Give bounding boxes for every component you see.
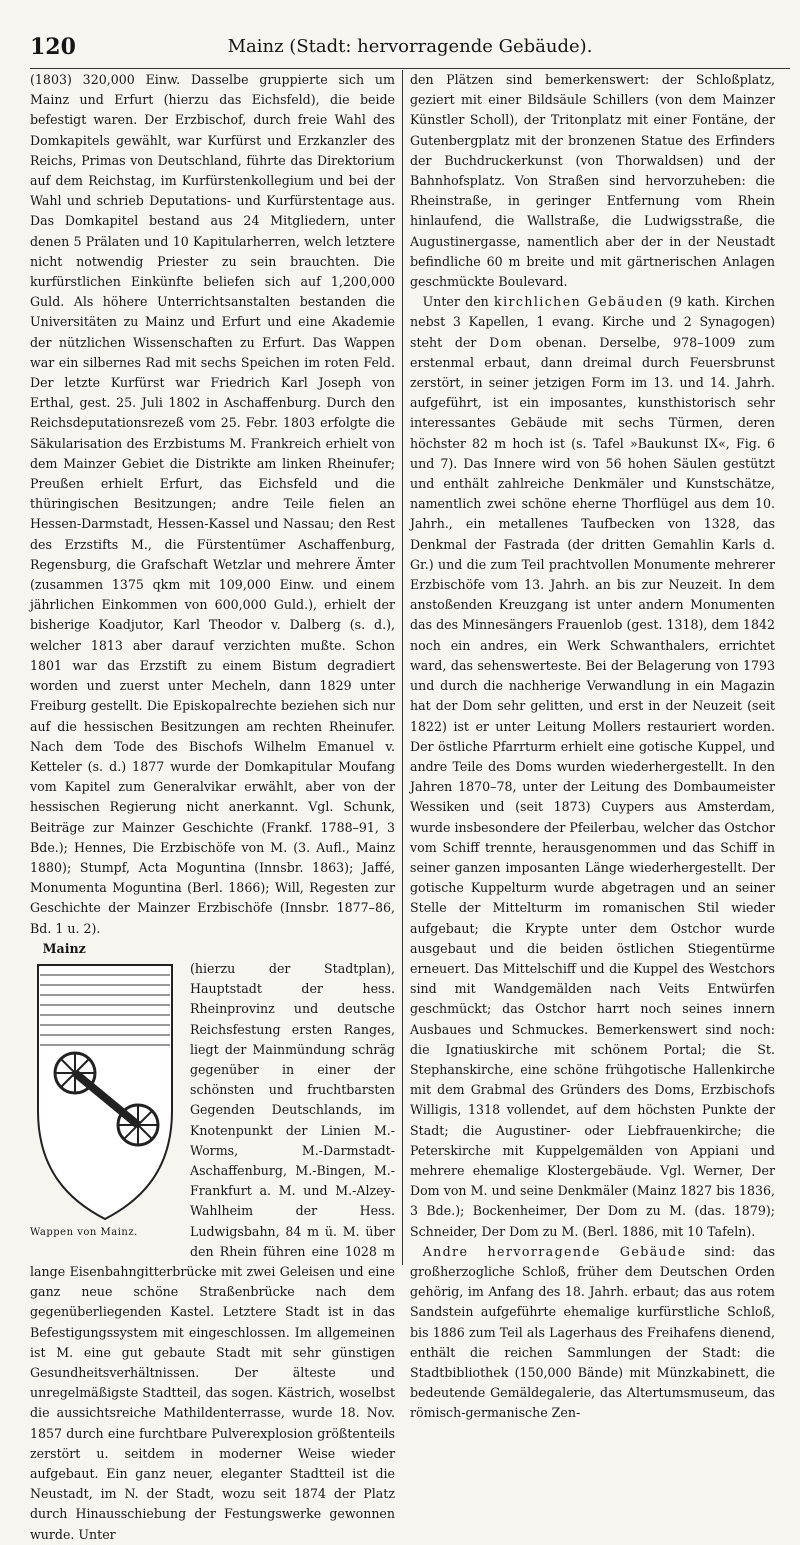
mainz-wheel-shield-icon	[30, 961, 180, 1223]
lemma-mainz: Mainz	[42, 940, 86, 956]
article-squares-streets: den Plätzen sind bemerkenswert: der Schloßplatz, geziert mit einer Bildsäule Schillers (von dem Mainzer Künstler Scholl), der Tritonplatz mit einer Fontäne, der Gutenbergplatz mit der bronzenen Statue des Erfinders der Buchdruckerkunst (von Thorwaldsen) und der Bahnhofsplatz. Von Straßen sind hervorzuheben: die Rheinstraße, in geringer Entfernung vom Rhein hinlaufend, die Wallstraße, die Ludwigsstraße, die Augustinergasse, namentlich aber der in der Neustadt befindliche 60 m breite und mit gärtnerischen Anlagen geschmückte Boulevard.	[410, 72, 775, 290]
article-other-buildings	[410, 1242, 775, 1424]
other-buildings-text: sind: das großherzogliche Schloß, früher dem Deutschen Orden gehörig, im Anfang des 18. Jahrh. erbaut; das aus rotem Sandstein aufgeführte ehemalige kurfürstliche Schloß, bis 1886 zum Teil als Lagerhaus des Freihafens dienend, enthält die reichen Sammlungen der Stadt: die Stadtbibliothek (150,000 Bände) mit Münzkabinett, die bedeutende Gemäldegalerie, das Altertumsmuseum, das römisch-germanische Zen-	[410, 1243, 775, 1421]
column-divider	[402, 70, 403, 1265]
coat-of-arms-figure	[30, 961, 180, 1245]
churches-mid: (9 kath. Kirchen nebst 3 Kapellen, 1 evang. Kirche und 2 Synagogen) steht der	[410, 294, 776, 350]
churches-intro: Unter den	[422, 294, 495, 310]
dom-heading: Dom	[489, 334, 524, 350]
churches-heading: kirchlichen Gebäuden	[494, 294, 664, 310]
running-title: Mainz (Stadt: hervorragende Gebäude).	[227, 36, 593, 57]
page-header	[30, 28, 790, 69]
left-column	[30, 70, 395, 1542]
article-text-archbishopric: (1803) 320,000 Einw. Dasselbe gruppierte sich um Mainz und Erfurt (hierzu das Eichsfeld), die beide befestigt waren. Der Erzbischof, durch freie Wahl des Domkapitels gewählt, war Kurfürst und Erzkanzler des Reichs, Primas von Deutschland, führte das Direktorium auf dem Reichstag, im Kurfürstenkollegium und bei der Wahl und schrieb Deputations- und Kurfürstentage aus. Das Domkapitel bestand aus 24 Mitgliedern, unter denen 5 Prälaten und 10 Kapitularherren, welch letztere nicht notwendig Priester zu sein brauchten. Die kurfürstlichen Einkünfte beliefen sich auf 1,200,000 Guld. Als höhere Unterrichtsanstalten bestanden die Universitäten zu Mainz und Erfurt und eine Akademie der nützlichen Wissenschaften zu Erfurt. Das Wappen war ein silbernes Rad mit sechs Speichen im roten Feld. Der letzte Kurfürst war Friedrich Karl Joseph von Erthal, gest. 25. Juli 1802 in Aschaffenburg. Durch den Reichsdeputationsrezeß vom 25. Febr. 1803 erfolgte die Säkularisation des Erzbistums M. Frankreich erhielt von dem Mainzer Gebiet die Distrikte am linken Rheinufer; Preußen erhielt Erfurt, das Eichsfeld und die thüringischen Besitzungen; andre Teile fielen an Hessen-Darmstadt, Hessen-Kassel und Nassau; den Rest des Erzstifts M., die Fürstentümer Aschaffenburg, Regensburg, die Grafschaft Wetzlar und mehrere Ämter (zusammen 1375 qkm mit 109,000 Einw. und einem jährlichen Einkommen von 600,000 Guld.), erhielt der bisherige Koadjutor, Karl Theodor v. Dalberg (s. d.), welcher 1813 aber darauf verzichten mußte. Schon 1801 war das Erzstift zu einem Bistum degradiert worden und zuerst unter Mecheln, dann 1829 unter Freiburg gestellt. Die Episkopalrechte beziehen sich nur auf die hessischen Besitzungen am rechten Rheinufer. Nach dem Tode des Bischofs Wilhelm Emanuel v. Ketteler (s. d.) 1877 wurde der Domkapitular Moufang vom Kapitel zum Generalvikar erwählt, aber von der hessischen Regierung nicht anerkannt. Vgl. Schunk, Beiträge zur Mainzer Geschichte (Frankf. 1788–91, 3 Bde.); Hennes, Die Erzbischöfe von M. (3. Aufl., Mainz 1880); Stumpf, Acta Moguntina (Innsbr. 1863); Jaffé, Monumenta Moguntina (Berl. 1866); Will, Regesten zur Geschichte der Mainzer Erzbischöfe (Innsbr. 1877–86, Bd. 1 u. 2).	[30, 72, 395, 936]
article-mainz-city	[30, 939, 395, 959]
figure-caption: Wappen von Mainz.	[30, 1226, 138, 1238]
article-churches	[410, 292, 775, 1242]
other-buildings-heading: Andre hervorragende Gebäude	[422, 1243, 687, 1259]
right-column	[410, 70, 776, 1421]
page-number: 120	[30, 34, 76, 60]
dom-text: obenan. Derselbe, 978–1009 zum erstenmal erbaut, dann dreimal durch Feuersbrunst zerstört, in seiner jetzigen Form im 13. und 14. Jahrh. aufgeführt, ist ein imposantes, kunsthistorisch sehr interessantes Gebäude mit sechs Türmen, deren höchster 82 m hoch ist (s. Tafel »Baukunst IX«, Fig. 6 und 7). Das Innere wird von 56 hohen Säulen gestützt und enthält zahlreiche Denkmäler und Kunstschätze, namentlich zwei schöne eherne Thorflügel aus dem 10. Jahrh., ein metallenes Taufbecken von 1328, das Denkmal der Fastrada (der dritten Gemahlin Karls d. Gr.) und die zum Teil prachtvollen Monumente mehrerer Erzbischöfe vom 13. Jahrh. an bis zur Neuzeit. In dem anstoßenden Kreuzgang ist unter andern Monumenten das des Minnesängers Frauenlob (gest. 1318), dem 1842 noch ein andres, ein Werk Schwanthalers, errichtet ward, das sehenswerteste. Bei der Belagerung von 1793 und durch die nachherige Verwandlung in ein Magazin hat der Dom sehr gelitten, und erst in der Neuzeit (seit 1822) ist er unter Leitung Mollers restauriert worden. Der östliche Pfarrturm erhielt eine gotische Kuppel, und andre Teile des Doms wurden wiederhergestellt. In den Jahren 1870–78, unter der Leitung des Dombaumeister Wessiken und (seit 1873) Cuypers aus Amsterdam, wurde insbesondere der Pfeilerbau, welcher das Ostchor vom Schiff trennte, herausgenommen und das Schiff in seiner ganzen imposanten Länge wiederhergestellt. Der gotische Kuppelturm wurde abgetragen und an seiner Stelle der Mittelturm im romanischen Stil wieder aufgebaut; die Krypte unter dem Ostchor wurde ausgebaut und die beiden östlichen Stiegentürme erneuert. Das Mittelschiff und die Kuppel des Westchors sind mit Wandgemälden nach Veits Entwürfen geschmückt; das Ostchor harrt noch seines innern Ausbaues und Schmuckes. Bemerkenswert sind noch: die Ignatiuskirche mit schönem Portal; die St. Stephanskirche, eine schöne frühgotische Hallenkirche mit dem Grabmal des Gründers des Doms, Erzbischofs Willigis, 1318 vollendet, auf dem höchsten Punkte der Stadt; die Augustiner- oder Liebfrauenkirche; die Peterskirche mit Kuppelgemälden von Appiani und mehrere ehemalige Klostergebäude. Vgl. Werner, Der Dom von M. und seine Denkmäler (Mainz 1827 bis 1836, 3 Bde.); Bockenheimer, Der Dom zu M. (das. 1879); Schneider, Der Dom zu M. (Berl. 1886, mit 10 Tafeln).	[410, 334, 775, 1239]
article-mainz-text: (hierzu der Stadtplan), Hauptstadt der hess. Rheinprovinz und deutsche Reichsfestung ersten Ranges, liegt der Mainmündung schräg gegenüber in einer der schönsten und fruchtbarsten Gegenden Deutschlands, im Knotenpunkt der Linien M.-Worms, M.-Darmstadt-Aschaffenburg, M.-Bingen, M.-Frankfurt a. M. und M.-Alzey-Wahlheim der Hess. Ludwigsbahn, 84 m ü. M. über den Rhein führen eine 1028 m lange Eisenbahngitterbrücke mit zwei Geleisen und eine ganz neue schöne Straßenbrücke nach dem gegenüberliegenden Kastel. Letztere Stadt ist in das Befestigungssystem mit eingeschlossen. Im allgemeinen ist M. eine gut gebaute Stadt mit sehr günstigen Gesundheitsverhältnissen. Der älteste und unregelmäßigste Stadtteil, das sogen. Kästrich, woselbst die aussichtsreiche Mathildenterrasse, wurde 18. Nov. 1857 durch eine furchtbare Pulverexplosion größtenteils zerstört u. seitdem in moderner Weise wieder aufgebaut. Ein ganz neuer, eleganter Stadtteil ist die Neustadt, im N. der Stadt, wozu seit 1874 der Platz durch Hinausschiebung der Festungswerke gewonnen wurde. Unter	[30, 960, 395, 1542]
